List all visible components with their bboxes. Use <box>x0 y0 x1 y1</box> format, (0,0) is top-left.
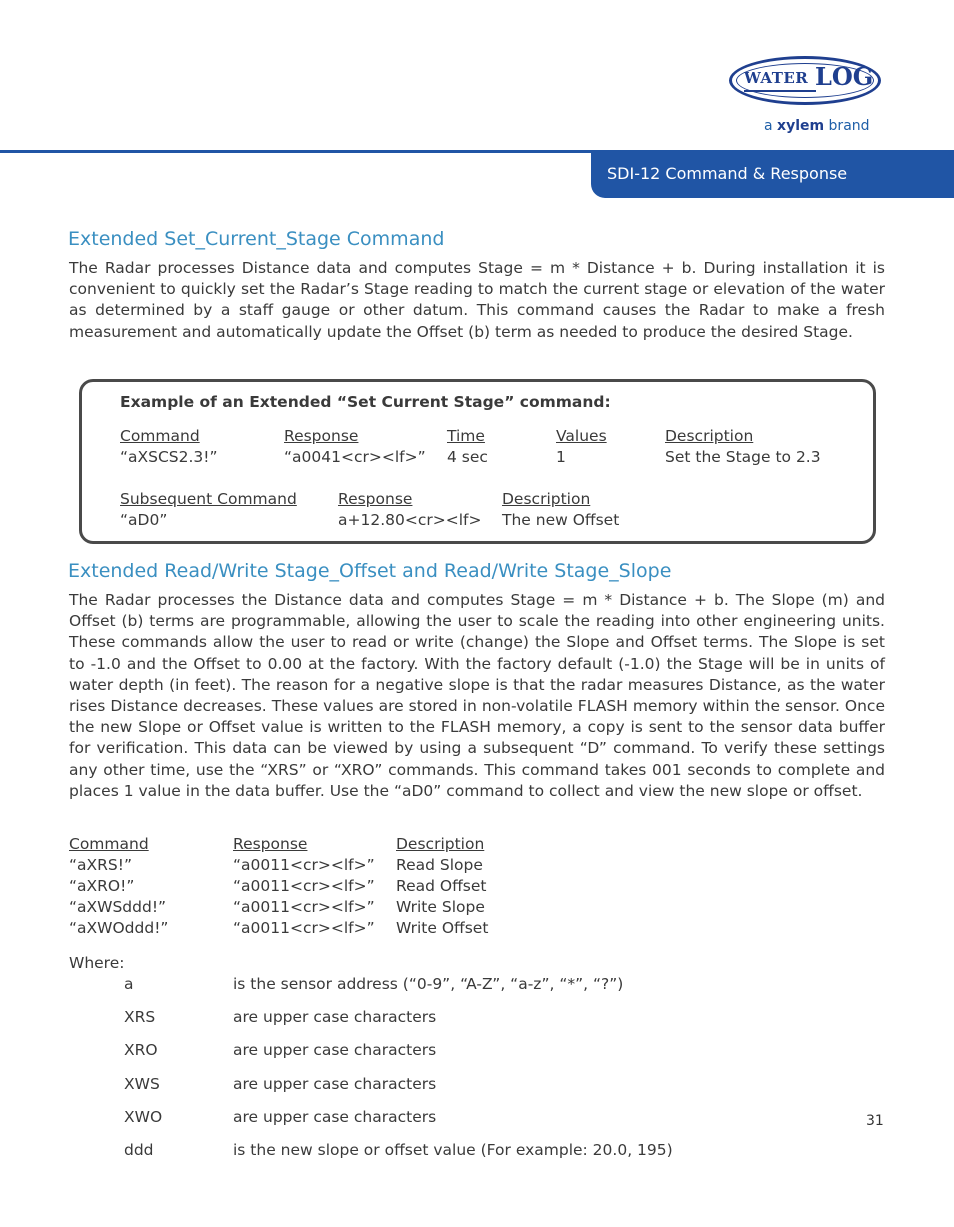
example-command: “aXSCS2.3!” <box>120 448 218 466</box>
section-tab <box>591 150 954 198</box>
xylem-brand-line <box>764 118 870 134</box>
sub-description: The new Offset <box>502 511 620 529</box>
where-label: Where: <box>69 954 125 972</box>
where-definition: are upper case characters <box>233 1108 437 1126</box>
table-row-description: Write Offset <box>396 919 489 937</box>
section1-heading: Extended Set_Current_Stage Command <box>68 228 445 250</box>
brand-name: xylem <box>777 118 825 134</box>
table-row-response: “a0011<cr><lf>” <box>233 898 375 916</box>
example-header-values: Values <box>556 427 607 445</box>
where-term: a <box>124 975 134 993</box>
example-response: “a0041<cr><lf>” <box>284 448 426 466</box>
section1-paragraph: The Radar processes Distance data and computes Stage = m * Distance + b. During installation it is convenient to quickly set the Radar’s Stage reading to match the current stage or elevation of the water as determined by a staff gauge or other datum. This command causes the Radar to make a fresh measurement and automatically update the Offset (b) term as needed to produce the desired Stage. <box>69 259 885 341</box>
where-term: XRS <box>124 1008 156 1026</box>
example-description: Set the Stage to 2.3 <box>665 448 821 466</box>
example-values: 1 <box>556 448 566 466</box>
logo-underline <box>744 90 816 92</box>
table-row-response: “a0011<cr><lf>” <box>233 856 375 874</box>
where-definition: are upper case characters <box>233 1008 437 1026</box>
example-time: 4 sec <box>447 448 488 466</box>
brand-suffix: brand <box>828 118 870 134</box>
table-row-description: Write Slope <box>396 898 485 916</box>
where-definition: is the new slope or offset value (For example: 20.0, 195) <box>233 1141 673 1159</box>
where-definition: are upper case characters <box>233 1041 437 1059</box>
table-row-command: “aXRS!” <box>69 856 132 874</box>
where-definition: are upper case characters <box>233 1075 437 1093</box>
example-header-time: Time <box>447 427 485 445</box>
where-term: XRO <box>124 1041 158 1059</box>
table-row-command: “aXRO!” <box>69 877 135 895</box>
table-row-response: “a0011<cr><lf>” <box>233 877 375 895</box>
table-header-response: Response <box>233 835 308 853</box>
sub-response: a+12.80<cr><lf> <box>338 511 482 529</box>
example-header-response: Response <box>284 427 359 445</box>
sub-command: “aD0” <box>120 511 168 529</box>
where-term: ddd <box>124 1141 154 1159</box>
sub-header-response: Response <box>338 490 413 508</box>
brand-prefix: a <box>764 118 773 134</box>
table-row-command: “aXWOddd!” <box>69 919 169 937</box>
example-header-description: Description <box>665 427 754 445</box>
sub-header-description: Description <box>502 490 591 508</box>
table-header-description: Description <box>396 835 485 853</box>
table-row-description: Read Slope <box>396 856 483 874</box>
example-title: Example of an Extended “Set Current Stage” command: <box>120 393 611 411</box>
sub-header-command: Subsequent Command <box>120 490 297 508</box>
section2-heading: Extended Read/Write Stage_Offset and Read/Write Stage_Slope <box>68 560 672 582</box>
where-term: XWO <box>124 1108 163 1126</box>
table-row-description: Read Offset <box>396 877 487 895</box>
example-header-command: Command <box>120 427 200 445</box>
table-row-command: “aXWSddd!” <box>69 898 167 916</box>
where-definition: is the sensor address (“0-9”, “A-Z”, “a-z”, “*”, “?”) <box>233 975 624 993</box>
section2-paragraph: The Radar processes the Distance data and computes Stage = m * Distance + b. The Slope (m) and Offset (b) terms are programmable, allowing the user to scale the reading into other engineering units. These commands allow the user to read or write (change) the Slope and Offset terms. The Slope is set to -1.0 and the Offset to 0.00 at the factory. With the factory default (-1.0) the Stage will be in units of water depth (in feet). The reason for a negative slope is that the radar measures Distance, as the water rises Distance decreases. These values are stored in non-volatile FLASH memory within the sensor. Once the new Slope or Offset value is written to the FLASH memory, a copy is sent to the sensor data buffer for verification. This data can be viewed by using a subsequent “D” command. To verify these settings any other time, use the “XRS” or “XRO” commands. This command takes 001 seconds to complete and places 1 value in the data buffer. Use the “aD0” command to collect and view the new slope or offset. <box>69 591 885 800</box>
page-number: 31 <box>866 1113 884 1129</box>
logo-water-text: WATER <box>744 69 809 87</box>
section-tab-label: SDI-12 Command & Response <box>607 164 848 183</box>
where-term: XWS <box>124 1075 160 1093</box>
table-header-command: Command <box>69 835 149 853</box>
logo-log-text: LOG <box>815 62 874 91</box>
table-row-response: “a0011<cr><lf>” <box>233 919 375 937</box>
